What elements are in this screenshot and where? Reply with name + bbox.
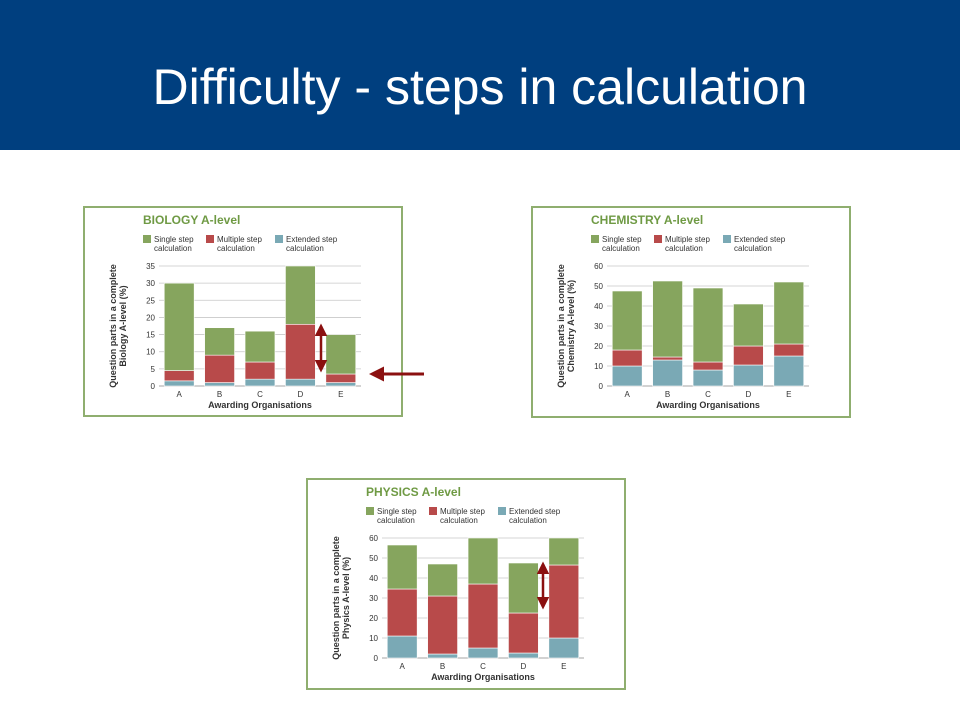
chart-1-title: CHEMISTRY A-level <box>591 213 704 227</box>
chart-1-legend-item-0 <box>591 235 642 253</box>
chart-0-ytick-label: 25 <box>146 296 155 306</box>
chart-0-bar-E-multiple <box>326 374 356 383</box>
chart-2-title: PHYSICS A-level <box>366 485 461 499</box>
chart-2-ytick-label: 10 <box>369 634 378 643</box>
chart-0-xlabel: Awarding Organisations <box>208 400 312 410</box>
chart-0-ylabel-0: Question parts in a complete <box>108 264 118 388</box>
chart-2-legend-label2-0: calculation <box>377 516 415 525</box>
chart-0-legend-item-0 <box>143 235 194 253</box>
chart-0-bar-C-multiple <box>245 362 275 379</box>
chart-1-legend-label2-1: calculation <box>665 244 703 253</box>
chart-1-ytick-label: 60 <box>594 262 603 271</box>
chart-2-legend-label-2: Extended step <box>509 507 561 516</box>
chart-2-ytick-label: 60 <box>369 534 378 543</box>
chart-0-ytick-label: 20 <box>146 313 155 323</box>
chart-1-legend-label2-0: calculation <box>602 244 640 253</box>
chart-2-xtick-label-A: A <box>399 662 405 671</box>
chart-1-xtick-label-B: B <box>664 390 671 399</box>
chart-2-ylabel-1: Physics A-level (%) <box>341 556 351 640</box>
chart-1-legend-swatch-2 <box>723 235 731 243</box>
chart-1-bar-D-extended <box>733 365 763 386</box>
chart-1-bar-A-extended <box>612 366 642 386</box>
chart-1-legend-label-1: Multiple step <box>665 235 710 244</box>
chart-2-ylabel-0: Question parts in a complete <box>331 536 341 660</box>
chart-0-xtick-label-B: B <box>216 390 223 399</box>
chart-0-ytick-label: 30 <box>146 279 155 289</box>
chart-1-bar-E-extended <box>774 356 804 386</box>
chart-1-legend-label-0: Single step <box>602 235 642 244</box>
chart-1-xtick-label-D: D <box>745 390 752 399</box>
physics-chart-svg <box>308 480 624 688</box>
chart-1-ytick-label: 0 <box>598 382 603 391</box>
chart-1-ytick-label: 20 <box>594 342 603 351</box>
chart-0-bar-E-single <box>326 335 356 374</box>
chart-2-legend-swatch-1 <box>429 507 437 515</box>
chart-0-ytick-label: 0 <box>150 382 155 391</box>
chart-2-ytick-label: 50 <box>369 554 378 563</box>
chart-1-bar-D-multiple <box>733 346 763 365</box>
chart-2-xlabel: Awarding Organisations <box>431 672 535 682</box>
chart-0-bar-A-extended <box>164 381 194 386</box>
chart-2-bar-C-extended <box>468 648 498 658</box>
chart-2-legend-label2-2: calculation <box>509 516 547 525</box>
chart-1-bar-B-single <box>653 281 683 357</box>
chart-2-legend-label-0: Single step <box>377 507 417 516</box>
chart-1-bar-A-multiple <box>612 350 642 366</box>
chart-1-xlabel: Awarding Organisations <box>656 400 760 410</box>
chart-1-ylabel-1: Chemistry A-level (%) <box>566 279 576 373</box>
chart-0-legend-label2-2: calculation <box>286 244 324 253</box>
chart-1-bar-B-multiple <box>653 357 683 360</box>
chart-2-xtick-label-C: C <box>480 662 486 671</box>
chart-0-ytick-label: 15 <box>146 330 155 340</box>
chart-0-bar-A-single <box>164 283 194 370</box>
chart-0-legend-label2-1: calculation <box>217 244 255 253</box>
chart-2-ytick-label: 20 <box>369 614 378 623</box>
chemistry-chart-svg <box>533 208 849 416</box>
chart-1-ytick-label: 50 <box>594 282 603 291</box>
chart-2-legend-label2-1: calculation <box>440 516 478 525</box>
chart-2-xtick-label-E: E <box>561 662 567 671</box>
chart-0-legend-swatch-0 <box>143 235 151 243</box>
chart-0-bar-B-multiple <box>205 355 235 382</box>
chart-1-bar-E-multiple <box>774 344 804 356</box>
chart-0-xtick-label-E: E <box>338 390 344 399</box>
chart-0-legend-item-1 <box>206 235 262 253</box>
chart-1-legend-label2-2: calculation <box>734 244 772 253</box>
biology-chart-panel <box>83 206 403 417</box>
chart-0-bar-D-single <box>285 266 315 324</box>
chart-0-bar-C-single <box>245 331 275 362</box>
chart-2-bar-B-single <box>428 564 458 596</box>
chart-1-xtick-label-C: C <box>705 390 711 399</box>
chart-0-ytick-label: 10 <box>146 347 155 357</box>
chart-1-legend-item-2 <box>723 235 786 253</box>
chart-0-bar-B-single <box>205 328 235 355</box>
chart-1-ytick-label: 30 <box>594 322 603 331</box>
chart-0-ylabel-1: Biology A-level (%) <box>118 285 128 367</box>
chart-2-ytick-label: 40 <box>369 574 378 583</box>
chart-0-xtick-label-A: A <box>176 390 182 399</box>
chart-0-bar-C-extended <box>245 379 275 386</box>
chart-0-bar-E-extended <box>326 383 356 386</box>
chart-2-bar-C-multiple <box>468 584 498 648</box>
chart-1-bar-B-extended <box>653 360 683 386</box>
chart-0-legend-label-1: Multiple step <box>217 235 262 244</box>
chart-1-bar-D-single <box>733 304 763 346</box>
chart-1-ytick-label: 40 <box>594 302 603 311</box>
chart-2-bar-A-extended <box>387 636 417 658</box>
chart-1-ylabel-0: Question parts in a complete <box>556 264 566 388</box>
chart-2-xtick-label-D: D <box>520 662 527 671</box>
chart-2-legend-item-1 <box>429 507 485 525</box>
chart-2-bar-E-multiple <box>549 565 579 638</box>
chart-0-bar-A-multiple <box>164 371 194 381</box>
chart-0-ytick-label: 5 <box>150 364 155 374</box>
slide-title: Difficulty - steps in calculation <box>152 59 808 115</box>
chart-0-xtick-label-C: C <box>257 390 263 399</box>
chart-1-bar-C-extended <box>693 370 723 386</box>
biology-chart-svg <box>85 208 401 415</box>
chart-1-bar-A-single <box>612 291 642 350</box>
chart-0-bar-D-extended <box>285 379 315 386</box>
chart-2-bar-D-extended <box>508 653 538 658</box>
chart-0-bar-B-extended <box>205 383 235 386</box>
chart-1-bar-C-single <box>693 288 723 362</box>
chart-2-bar-C-single <box>468 538 498 584</box>
chart-0-legend-label-0: Single step <box>154 235 194 244</box>
chart-2-ytick-label: 0 <box>373 654 378 663</box>
chart-0-xtick-label-D: D <box>297 390 304 399</box>
chart-0-legend-item-2 <box>275 235 338 253</box>
chart-1-legend-item-1 <box>654 235 710 253</box>
chart-0-legend-swatch-2 <box>275 235 283 243</box>
chart-2-bar-D-single <box>508 563 538 613</box>
chart-2-bar-E-extended <box>549 638 579 658</box>
chart-1-xtick-label-A: A <box>624 390 630 399</box>
chart-2-bar-A-multiple <box>387 589 417 636</box>
chemistry-chart-panel <box>531 206 851 418</box>
chart-0-title: BIOLOGY A-level <box>143 213 241 227</box>
chart-2-bar-D-multiple <box>508 613 538 653</box>
chart-1-legend-swatch-1 <box>654 235 662 243</box>
chart-2-legend-item-2 <box>498 507 561 525</box>
chart-1-xtick-label-E: E <box>786 390 792 399</box>
chart-2-ytick-label: 30 <box>369 594 378 603</box>
chart-2-bar-E-single <box>549 538 579 565</box>
chart-0-ytick-label: 35 <box>146 262 155 271</box>
chart-2-bar-B-extended <box>428 654 458 658</box>
chart-2-legend-swatch-2 <box>498 507 506 515</box>
physics-chart-panel <box>306 478 626 690</box>
chart-1-bar-C-multiple <box>693 362 723 370</box>
chart-0-bar-D-multiple <box>285 324 315 379</box>
chart-2-legend-swatch-0 <box>366 507 374 515</box>
chart-2-bar-B-multiple <box>428 596 458 654</box>
chart-1-legend-swatch-0 <box>591 235 599 243</box>
title-bar <box>0 0 960 150</box>
chart-0-legend-label2-0: calculation <box>154 244 192 253</box>
chart-2-bar-A-single <box>387 545 417 589</box>
chart-1-ytick-label: 10 <box>594 362 603 371</box>
chart-1-bar-E-single <box>774 282 804 344</box>
chart-2-legend-item-0 <box>366 507 417 525</box>
chart-2-legend-label-1: Multiple step <box>440 507 485 516</box>
chart-0-legend-swatch-1 <box>206 235 214 243</box>
chart-2-xtick-label-B: B <box>439 662 446 671</box>
chart-1-legend-label-2: Extended step <box>734 235 786 244</box>
chart-0-legend-label-2: Extended step <box>286 235 338 244</box>
